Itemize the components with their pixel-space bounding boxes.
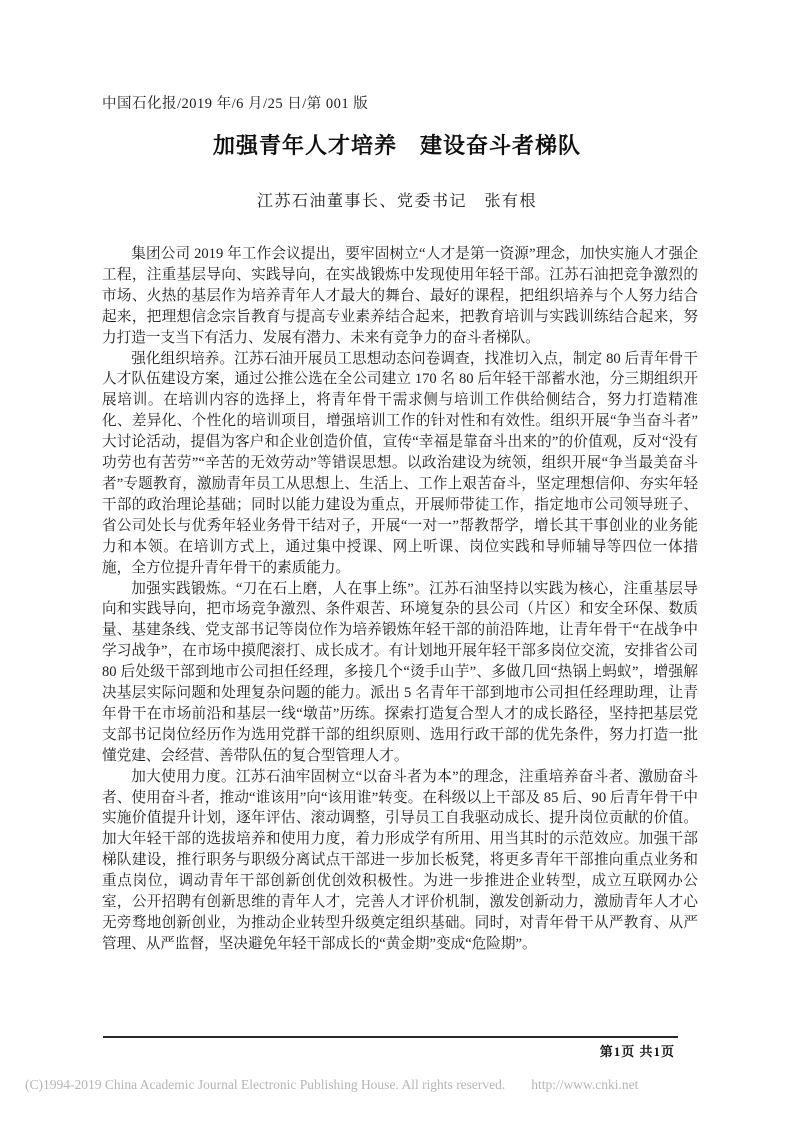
publication-info: 中国石化报/2019 年/6 月/25 日/第 001 版	[102, 96, 369, 112]
copyright-url: http://www.cnki.net	[531, 1077, 639, 1092]
paragraph-2: 强化组织培养。江苏石油开展员工思想动态问卷调查，找准切入点，制定 80 后青年骨干人才队伍建设方案，通过公推公选在全公司建立 170 名 80 后年轻干部蓄水池，分三期组织开展培训。在培训内容的选择上，将青年骨干需求侧与培训工作供给侧结合，努力打造精准化、差异化、个性化的培训项目，增强培训工作的针对性和有效性。组织开展“争当奋斗者”大讨论活动，提倡为客户和企业创造价值，宣传“幸福是靠奋斗出来的”的价值观，反对“没有功劳也有苦劳”“辛苦的无效劳动”等错误思想。以政治建设为统领，组织开展“争当最美奋斗者”专题教育，激励青年员工从思想上、生活上、工作上艰苦奋斗，坚定理想信仰、夯实年轻干部的政治理论基础；同时以能力建设为重点，开展师带徒工作，指定地市公司领导班子、省公司处长与优秀年轻业务骨干结对子，开展“一对一”帮教帮学，增长其干事创业的业务能力和本领。在培训方式上，通过集中授课、网上听课、岗位实践和导师辅导等四位一体措施，全方位提升青年骨干的素质能力。	[102, 350, 698, 576]
paragraph-4: 加大使用力度。江苏石油牢固树立“以奋斗者为本”的理念，注重培养奋斗者、激励奋斗者、使用奋斗者，推动“谁该用”向“该用谁”转变。在科级以上干部及 85 后、90 后青年骨干中实施价值提升计划，逐年评估、滚动调整，引导员工自我驱动成长、提升岗位贡献的价值。加大年轻干部的选拔培养和使用力度，着力形成学有所用、用当其时的示范效应。加强干部梯队建设，推行职务与职级分离试点干部进一步加长板凳，将更多青年干部推向重点业务和重点岗位，调动青年干部创新创优创效积极性。为进一步推进企业转型，成立互联网办公室，公开招聘有创新思维的青年人才，完善人才评价机制，激发创新动力，激励青年人才心无旁骛地创新创业，为推动企业转型升级奠定组织基础。同时，对青年骨干从严教育、从严管理、从严监督，坚决避免年轻干部成长的“黄金期”变成“危险期”。	[102, 768, 698, 952]
copyright-notice	[25, 1077, 765, 1093]
article-byline: 江苏石油董事长、党委书记 张有根	[256, 193, 537, 210]
article-title: 加强青年人才培养 建设奋斗者梯队	[212, 133, 581, 158]
paragraph-3: 加强实践锻炼。“刀在石上磨，人在事上练”。江苏石油坚持以实践为核心，注重基层导向和实践导向，把市场竞争激烈、条件艰苦、环境复杂的县公司（片区）和安全环保、数质量、基建条线、党支部书记等岗位作为培养锻炼年轻干部的前沿阵地，让青年骨干“在战争中学习战争”，在市场中摸爬滚打、成长成才。有计划地开展年轻干部多岗位交流，安排省公司 80 后处级干部到地市公司担任经理，多接几个“烫手山芋”、多做几回“热锅上蚂蚁”，增强解决基层实际问题和处理复杂问题的能力。派出 5 名青年干部到地市公司担任经理助理，让青年骨干在市场前沿和基层一线“墩苗”历练。探索打造复合型人才的成长路径，坚持把基层党支部书记岗位经历作为选用党群干部的组织原则、选用行政干部的优先条件，努力打造一批懂党建、会经营、善带队伍的复合型管理人才。	[102, 580, 698, 764]
footer-divider	[103, 1036, 678, 1038]
paragraph-1: 集团公司 2019 年工作会议提出，要牢固树立“人才是第一资源”理念，加快实施人才强企工程，注重基层导向、实践导向，在实战锻炼中发现使用年轻干部。江苏石油把竞争激烈的市场、火热的基层作为培养青年人才最大的舞台、最好的课程，把组织培养与个人努力结合起来，把理想信念宗旨教育与提高专业素养结合起来，把教育培训与实践训练结合起来，努力打造一支当下有活力、发展有潜力、未来有竞争力的奋斗者梯队。	[102, 246, 698, 346]
page-indicator: 第1页 共1页	[599, 1044, 675, 1059]
article-body	[102, 244, 698, 955]
copyright-text: (C)1994-2019 China Academic Journal Electronic Publishing House. All rights reserved.	[25, 1077, 506, 1092]
